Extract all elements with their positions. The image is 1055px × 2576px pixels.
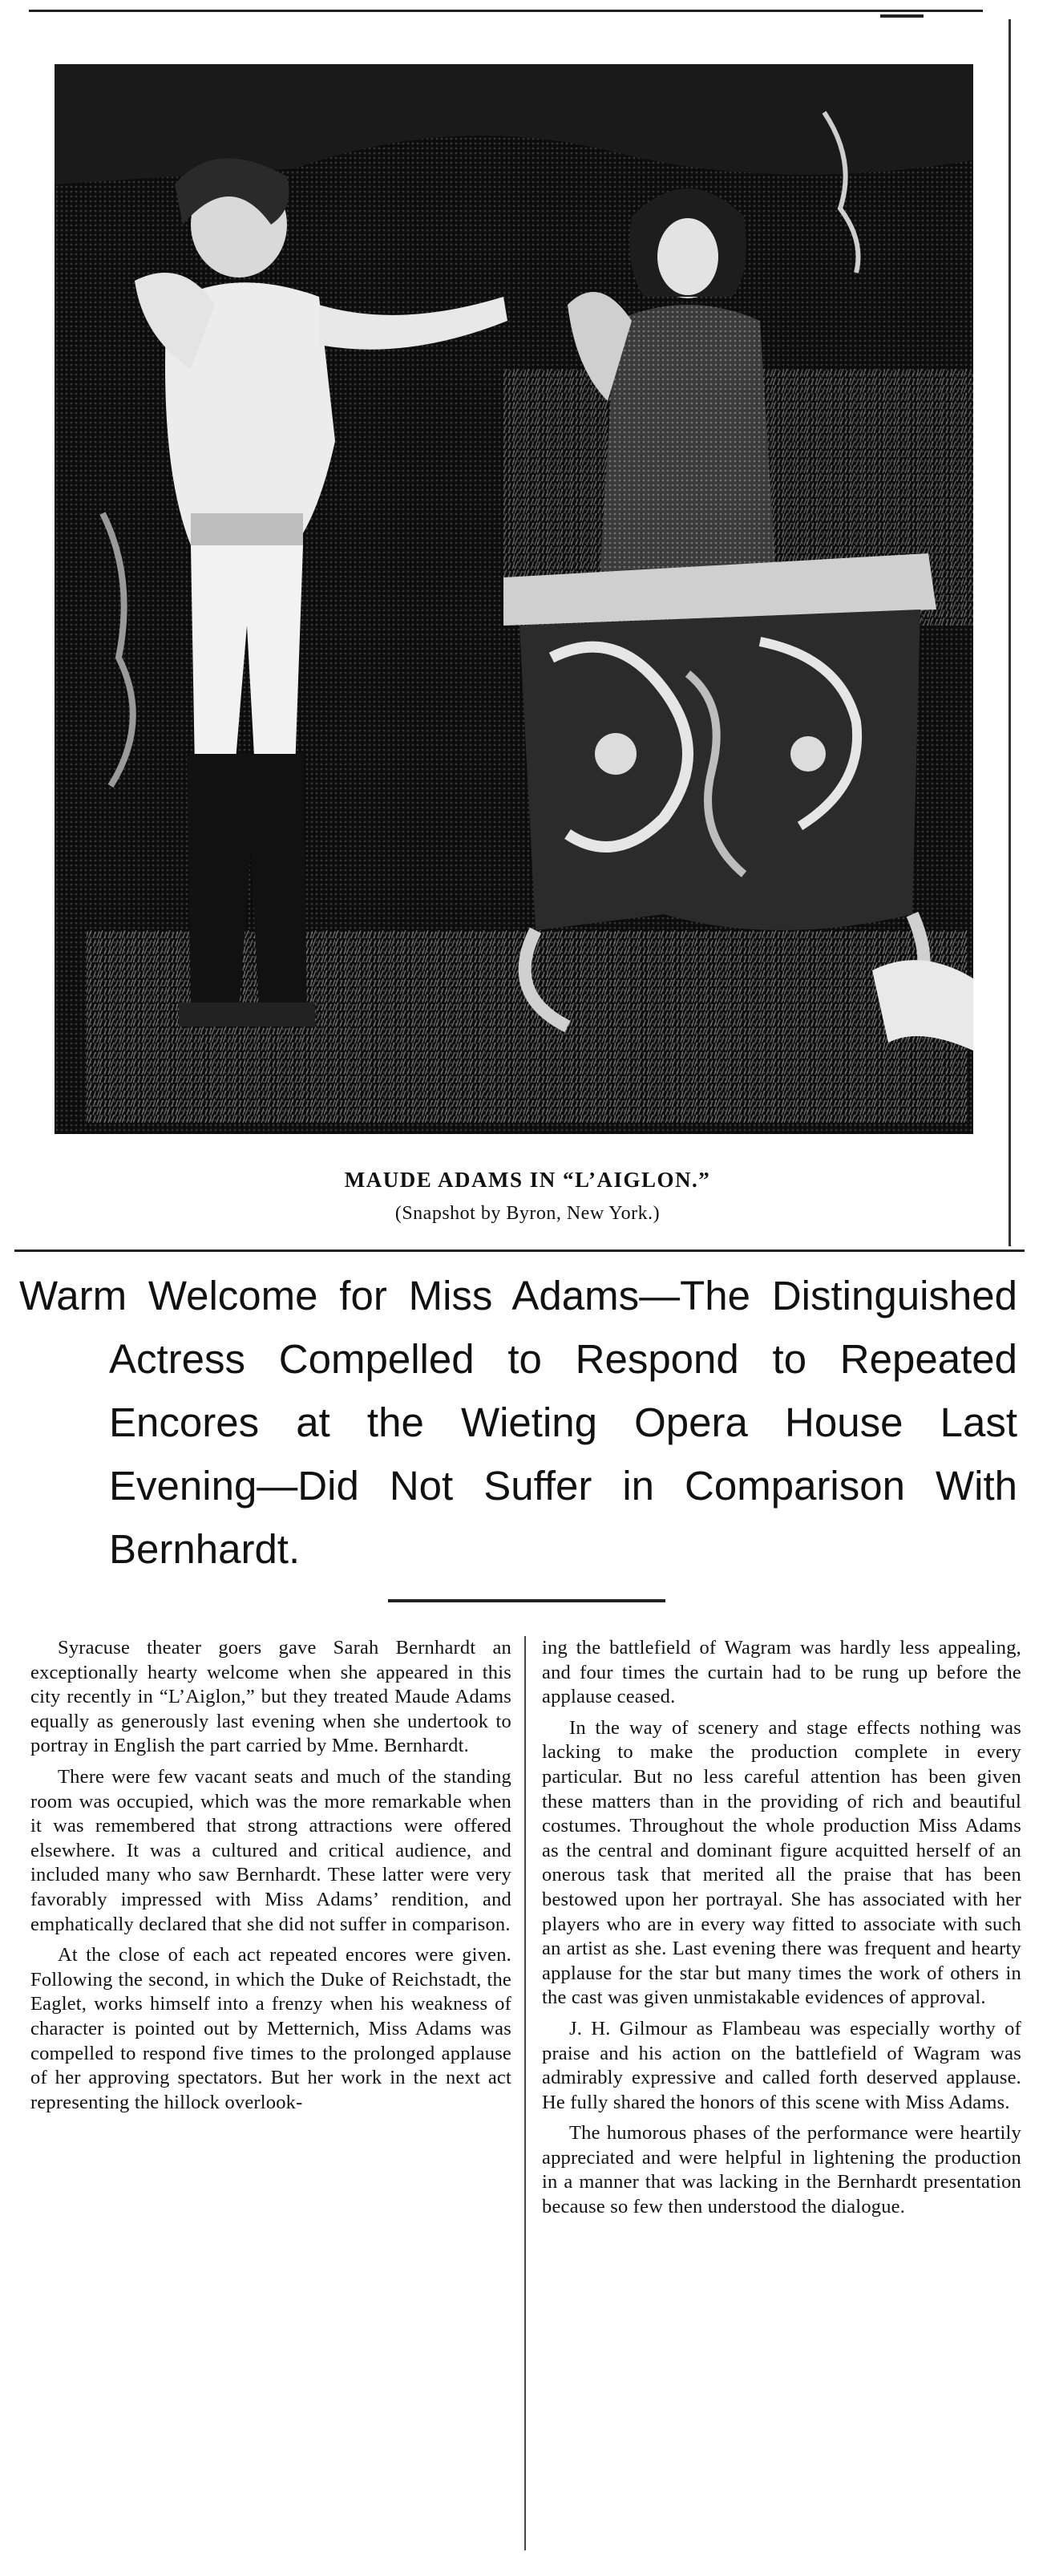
article-headline: Warm Welcome for Miss Adams—The Distinguished Actress Compelled to Respond to Repeated Encores at the Wieting Opera House Last Evening—Did Not Suffer in Comparison With Bernhardt. <box>19 1273 1017 1572</box>
article-column-left <box>30 1636 511 2121</box>
top-mark <box>880 14 924 18</box>
paragraph: J. H. Gilmour as Flambeau was especially worthy of praise and his action on the battlefield of Wagram was admirably expressive and called forth deserved applause. He fully shared the honors of this scene with Miss Adams. <box>542 2017 1021 2113</box>
paragraph: At the close of each act repeated encores were given. Following the second, in which the Duke of Reichstadt, the Eaglet, works himself into a frenzy when his weakness of character is pointed out by Metternich, Miss Adams was compelled to respond five times to the prolonged applause of her approving spectators. But her work in the next act representing the hillock overlook- <box>30 1944 511 2113</box>
photo-credit: (Snapshot by Byron, New York.) <box>394 1203 661 1224</box>
paragraph: In the way of scenery and stage effects nothing was lacking to make the production complete in every particular. But no less careful attention has been given these matters than in the providing of rich and beautiful costumes. Throughout the whole production Miss Adams as the central and dominant figure acquitted herself of an onerous task that merited all the praise that has been bestowed upon her portrayal. She has associated with her players who are in every way fitted to associate with such an artist as she. Last evening there was frequent and hearty applause for the star but many times the work of others in the cast was given unmistakable evidences of approval. <box>542 1716 1021 2009</box>
paragraph: The humorous phases of the performance were heartily appreciated and were helpful in lightening the production in a manner that was lacking in the Bernhardt presentation because so few then understood the dialogue. <box>542 2122 1021 2218</box>
paragraph: There were few vacant seats and much of the standing room was occupied, which was the more remarkable when it was remembered that strong attractions were offered elsewhere. It was a cultured and critical audience, and included many who saw Bernhardt. These latter were very favorably impressed with Miss Adams’ rendition, and emphatically declared that she did not suffer in comparison. <box>30 1765 511 1935</box>
photo-illustration <box>55 64 973 1134</box>
halftone-photograph <box>55 64 973 1134</box>
column-border <box>1009 19 1011 1246</box>
photo-caption: MAUDE ADAMS IN “L’AIGLON.” <box>344 1168 711 1192</box>
headline-rule <box>14 1250 1025 1252</box>
paragraph: Syracuse theater goers gave Sarah Bernhardt an exceptionally hearty welcome when she appeared in this city recently in “L’Aiglon,” but they treated Maude Adams equally as generously last evening when she undertook to portray in English the part carried by Mme. Bernhardt. <box>30 1637 511 1757</box>
column-divider <box>524 1636 526 2550</box>
headline-divider <box>388 1599 665 1602</box>
top-rule <box>29 10 983 12</box>
paragraph-continuation: ing the battlefield of Wagram was hardly less appealing, and four times the curtain had to be rung up before the applause ceased. <box>542 1637 1021 1708</box>
article-column-right <box>542 1636 1021 2226</box>
